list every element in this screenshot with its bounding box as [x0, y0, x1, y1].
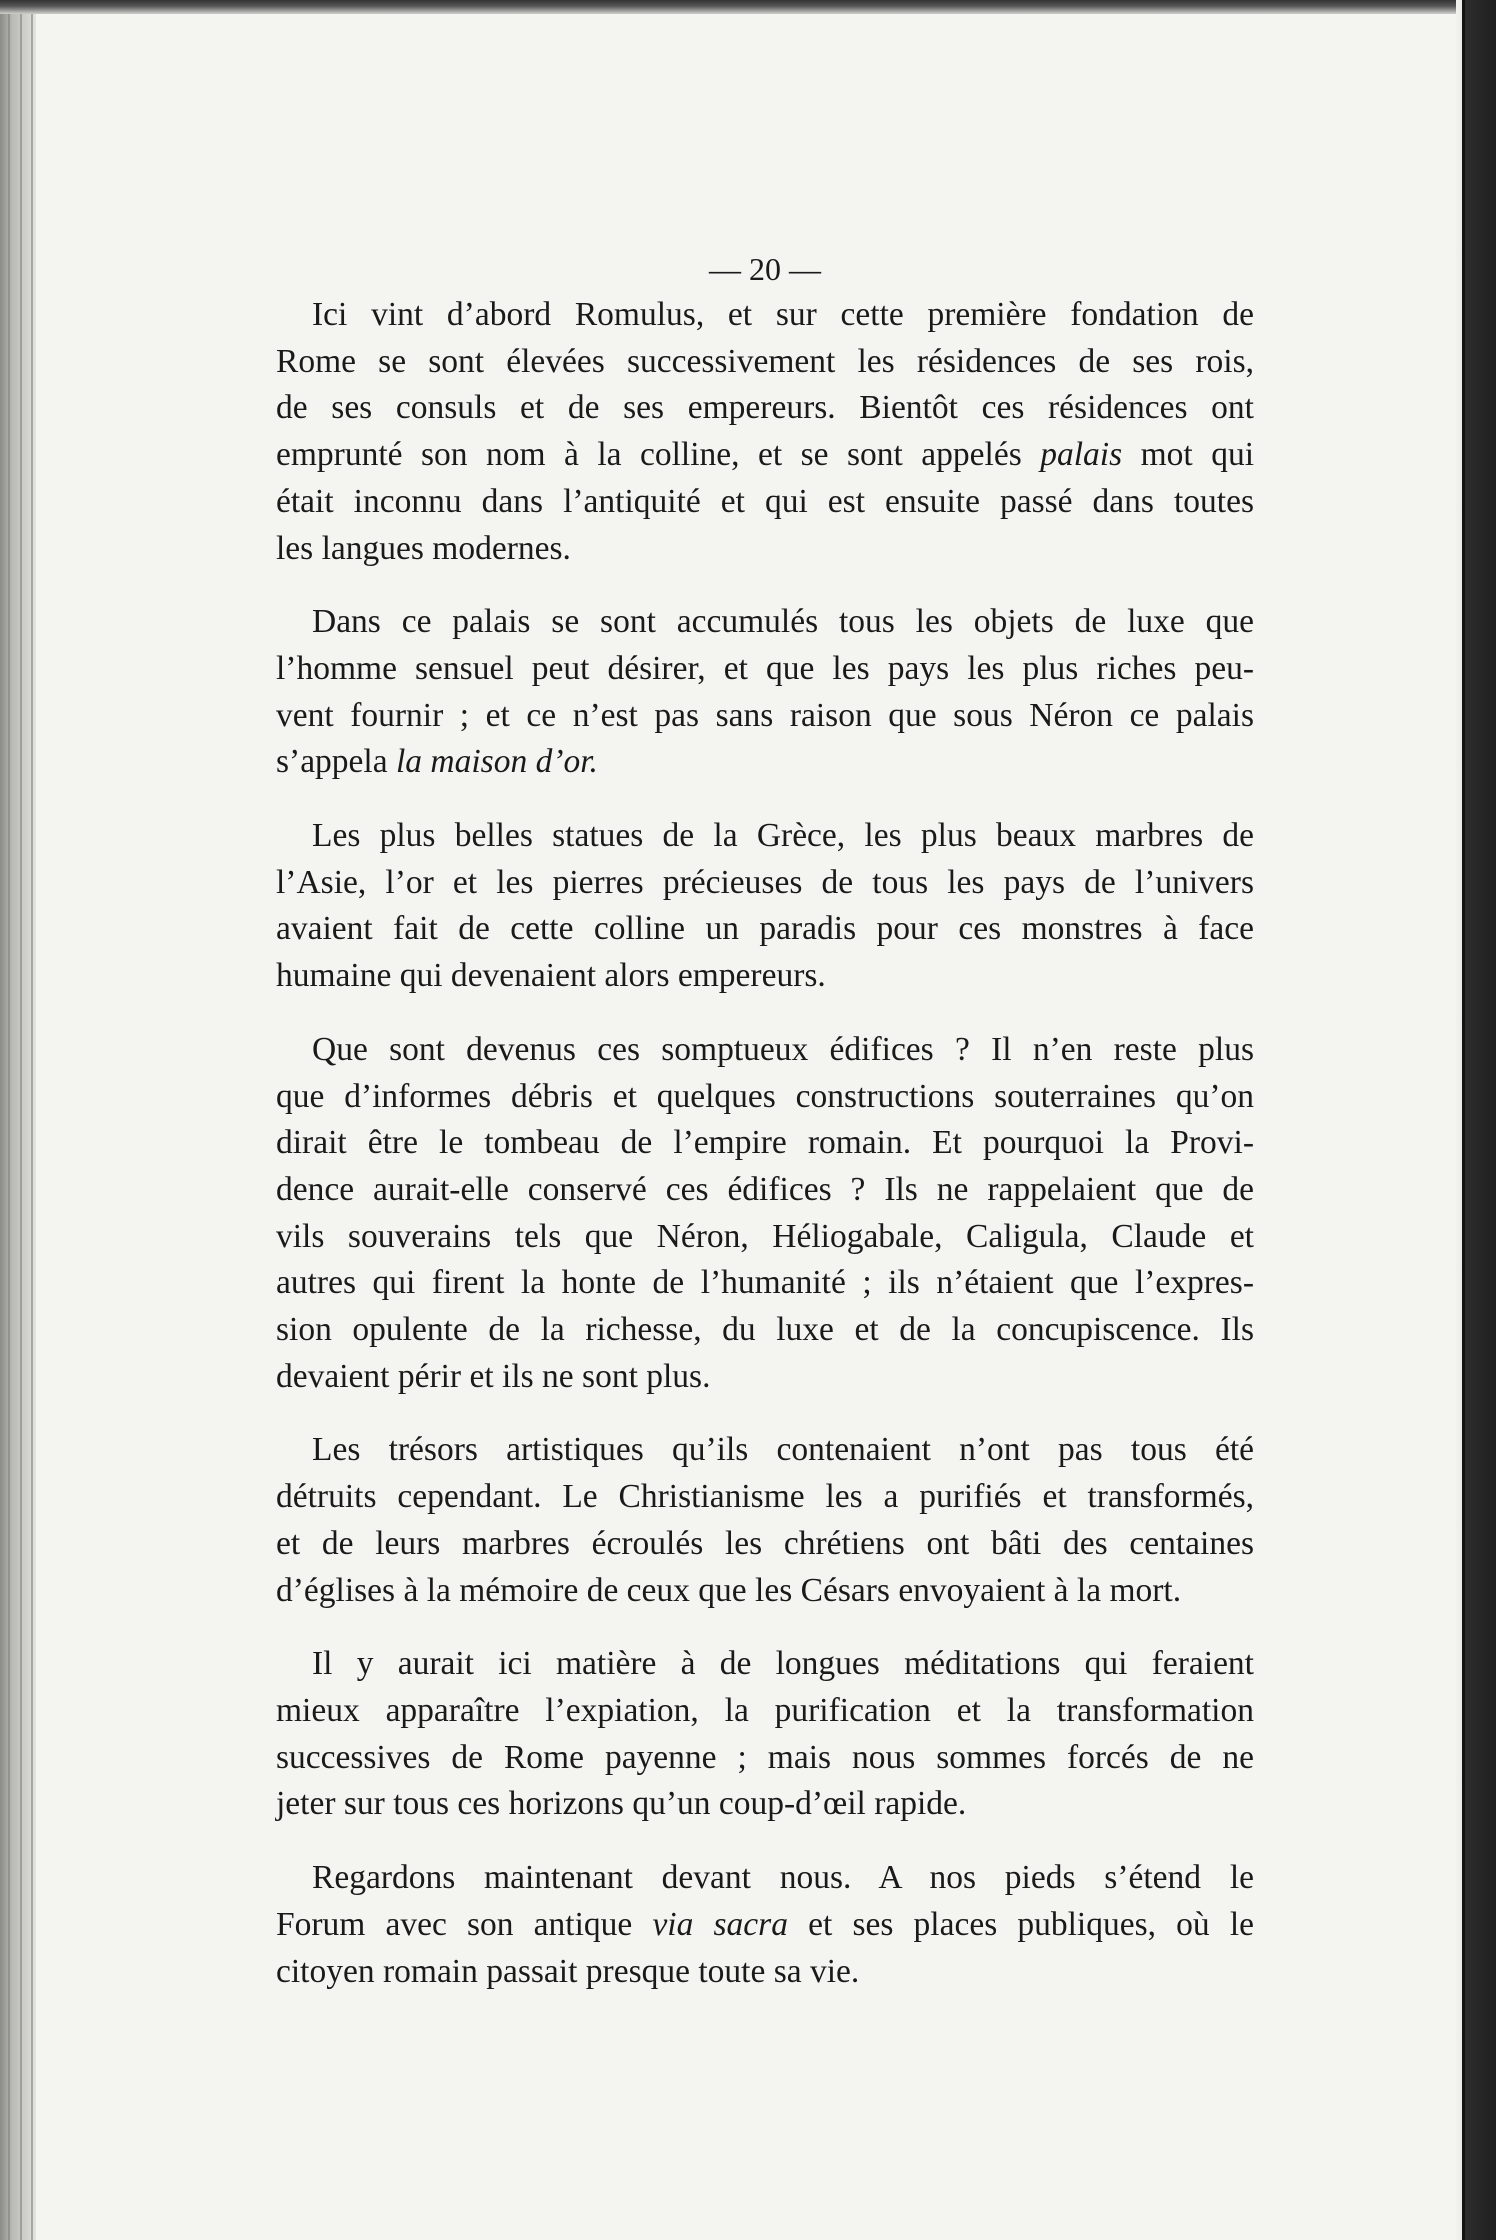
text-line: citoyen romain passait presque toute sa vie. [276, 1952, 860, 1990]
text-line: que d’informes débris et quelques constructions souterraines qu’on [276, 1077, 1254, 1115]
text-line: Les trésors artistiques qu’ils contenaient n’ont pas tous été [312, 1431, 1254, 1469]
paragraph [276, 1027, 1254, 1401]
paragraph [276, 1641, 1254, 1828]
text-line: avaient fait de cette colline un paradis pour ces monstres à face [276, 910, 1254, 948]
page-number: — 20 — [709, 251, 821, 287]
text-line: et de leurs marbres écroulés les chrétiens ont bâti des centaines [276, 1524, 1254, 1562]
text-line: dence aurait-elle conservé ces édifices ? Ils ne rappelaient que de [276, 1170, 1254, 1208]
paragraph [276, 599, 1254, 786]
text-run: s’appela [276, 743, 396, 781]
italic-text-run: la maison d’or. [395, 743, 598, 781]
scan-top-edge [0, 0, 1496, 14]
text-line: d’églises à la mémoire de ceux que les Césars envoyaient à la mort. [276, 1571, 1182, 1609]
text-line: sion opulente de la richesse, du luxe et de la concupiscence. Ils [276, 1311, 1254, 1349]
paragraph [276, 813, 1254, 1000]
text-line: de ses consuls et de ses empereurs. Bientôt ces résidences ont [276, 389, 1254, 427]
text-run: mot qui [1122, 436, 1254, 474]
text-line: Dans ce palais se sont accumulés tous les objets de luxe que [312, 603, 1254, 641]
text-line: vils souverains tels que Néron, Héliogabale, Caligula, Claude et [276, 1217, 1254, 1255]
text-line [276, 432, 1254, 479]
paragraph [276, 292, 1254, 572]
text-line [276, 1902, 1254, 1949]
text-line: devaient périr et ils ne sont plus. [276, 1357, 711, 1395]
text-line: jeter sur tous ces horizons qu’un coup-d’œil rapide. [276, 1785, 967, 1823]
text-line: successives de Rome payenne ; mais nous sommes forcés de ne [276, 1738, 1254, 1776]
text-line: vent fournir ; et ce n’est pas sans raison que sous Néron ce palais [276, 696, 1254, 734]
text-line: mieux apparaître l’expiation, la purification et la transformation [276, 1691, 1254, 1729]
paragraph-list [276, 292, 1254, 1995]
text-line: était inconnu dans l’antiquité et qui est ensuite passé dans toutes [276, 482, 1254, 520]
text-line: Rome se sont élevées successivement les résidences de ses rois, [276, 342, 1254, 380]
page-text [276, 246, 1254, 1995]
text-line: Que sont devenus ces somptueux édifices ? Il n’en reste plus [312, 1030, 1254, 1068]
text-run: et ses places publiques, où le [787, 1905, 1254, 1943]
text-line: autres qui firent la honte de l’humanité ; ils n’étaient que l’expres- [276, 1264, 1254, 1302]
text-line: Regardons maintenant devant nous. A nos pieds s’étend le [312, 1859, 1254, 1897]
text-line: Ici vint d’abord Romulus, et sur cette première fondation de [312, 296, 1254, 333]
text-run: emprunté son nom à la colline, et se sont appelés [276, 436, 1041, 474]
text-line: l’Asie, l’or et les pierres précieuses de tous les pays de l’univers [276, 863, 1254, 901]
text-line: l’homme sensuel peut désirer, et que les pays les plus riches peu- [276, 649, 1254, 687]
italic-text-run: via sacra [652, 1905, 788, 1943]
page-edge-line [1462, 0, 1465, 2240]
text-line: Les plus belles statues de la Grèce, les plus beaux marbres de [312, 817, 1254, 855]
text-line [276, 739, 1254, 786]
text-line: détruits cependant. Le Christianisme les a purifiés et transformés, [276, 1478, 1254, 1516]
text-line: dirait être le tombeau de l’empire romain. Et pourquoi la Provi- [276, 1124, 1254, 1162]
text-run: Forum avec son antique [276, 1905, 653, 1943]
text-line: humaine qui devenaient alors empereurs. [276, 957, 826, 995]
paragraph [276, 1855, 1254, 1995]
gutter-line [31, 0, 33, 2240]
italic-text-run: palais [1040, 436, 1123, 474]
gutter-line [20, 0, 22, 2240]
text-line: les langues modernes. [276, 529, 571, 567]
text-line: Il y aurait ici matière à de longues méditations qui feraient [312, 1645, 1254, 1683]
gutter-line [8, 0, 10, 2240]
paragraph [276, 1427, 1254, 1614]
